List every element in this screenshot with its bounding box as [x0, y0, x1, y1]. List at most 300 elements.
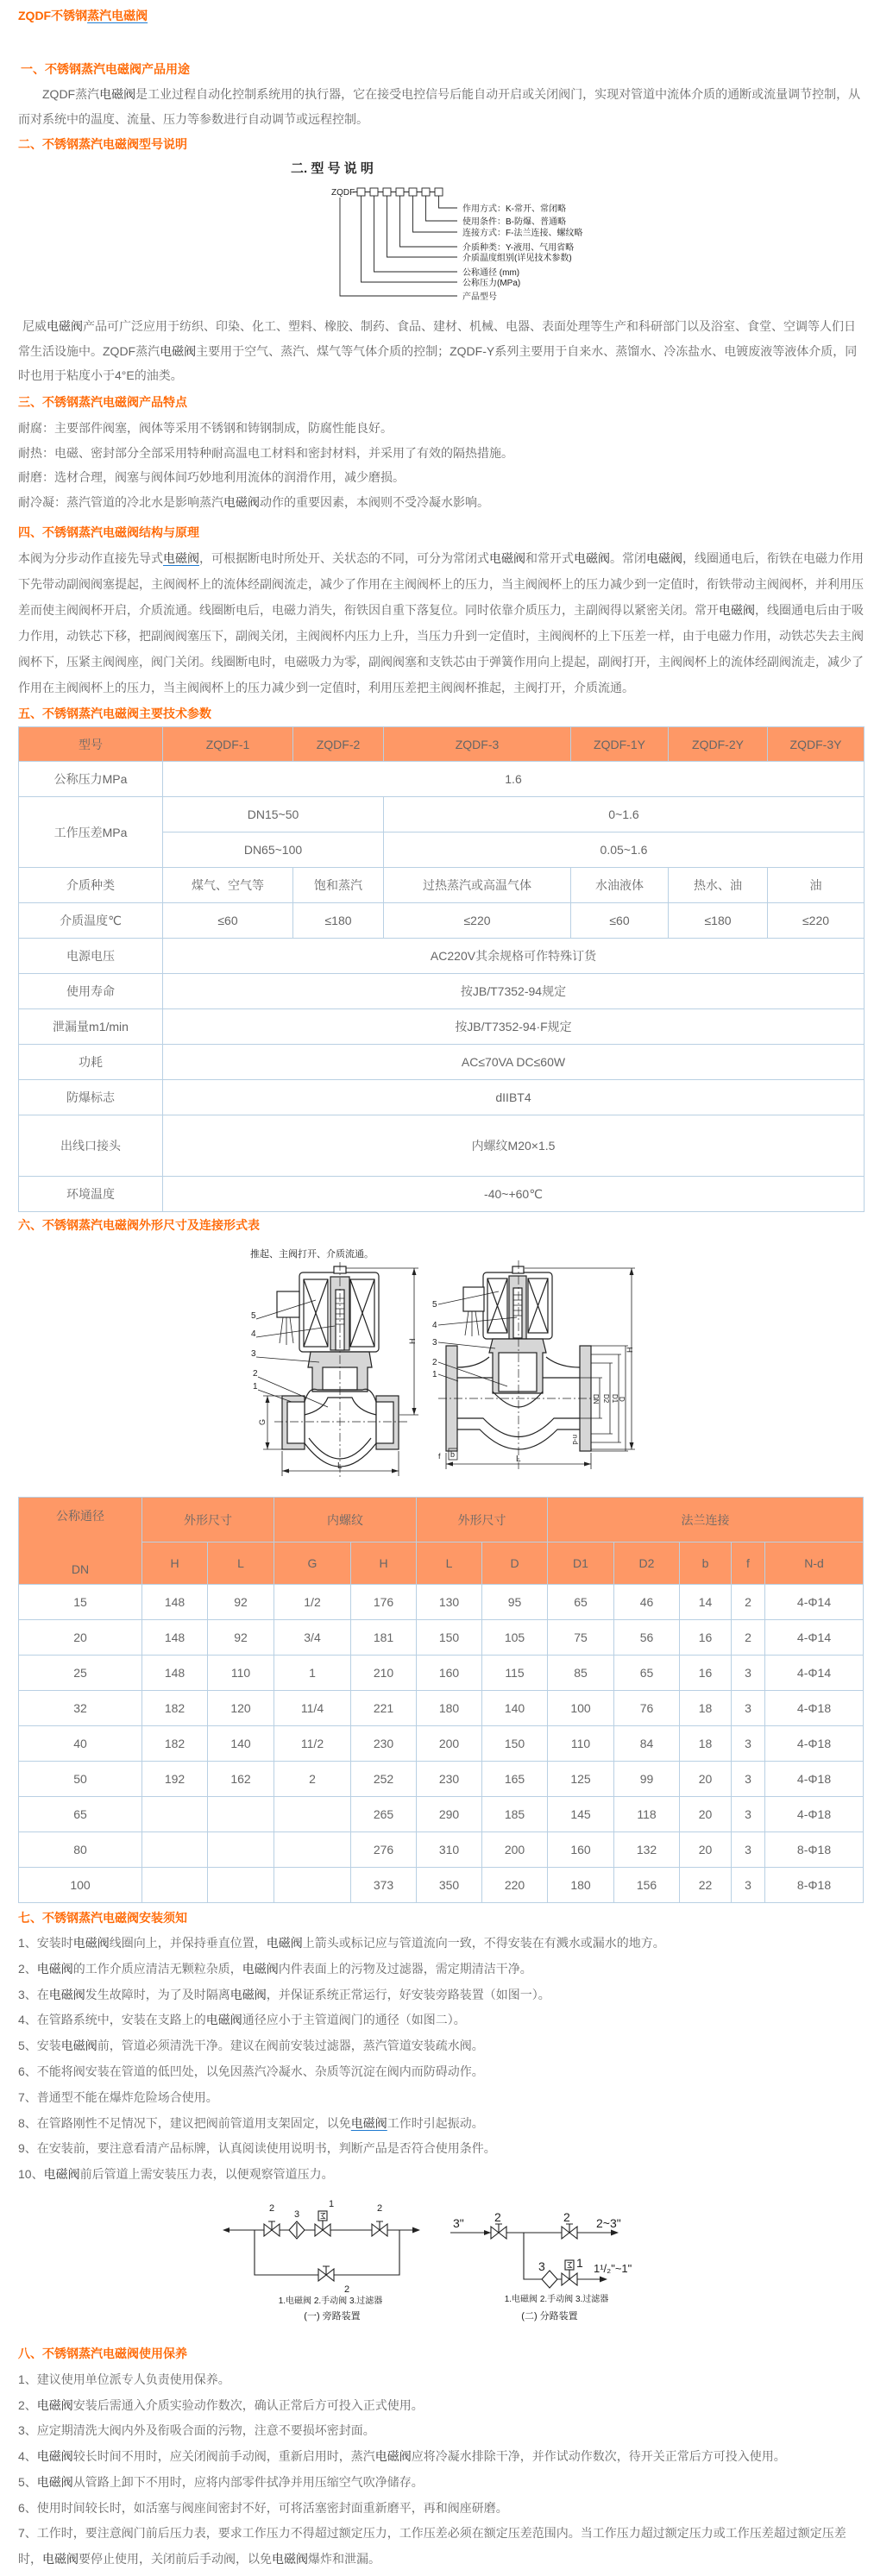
dim-cell-d: 220 [482, 1868, 548, 1903]
branch-label-valve-in: 2 [494, 2210, 501, 2224]
dim-cell-l2: 310 [417, 1832, 482, 1868]
dim-cell-dn: 40 [19, 1726, 142, 1762]
dim-cell-h: 148 [142, 1656, 208, 1691]
dim-cell-g: 1 [274, 1656, 351, 1691]
spec-header-zqdf-3y: ZQDF-3Y [768, 727, 865, 762]
dim-label-f: f [438, 1452, 441, 1461]
dim-cell-b: 16 [680, 1656, 732, 1691]
dim-cell-g: 11/4 [274, 1691, 351, 1726]
branch-label-valve-main: 2 [563, 2210, 570, 2224]
spec-label: 泄漏量m1/min [19, 1009, 163, 1045]
dim-cell-d1: 125 [548, 1762, 614, 1797]
keyword-link[interactable]: 电磁阀 [99, 87, 136, 101]
model-code-leader-lines [340, 196, 457, 296]
dim-cell-g [274, 1832, 351, 1868]
spec-value: ≤220 [384, 903, 571, 939]
branch-label-solenoid: 1 [576, 2256, 583, 2270]
dim-cell-l2: 200 [417, 1726, 482, 1762]
dim-cell-h [142, 1868, 208, 1903]
dim-col-b: b [680, 1542, 732, 1585]
list-item: 2、电磁阀安装后需通入介质实验动作数次，确认正常后方可投入正式使用。 [18, 2397, 424, 2412]
dim-cell-d1: 110 [548, 1726, 614, 1762]
dim-label-l-left: L [337, 1461, 343, 1471]
section-heading-model: 二、不锈钢蒸汽电磁阀型号说明 [18, 137, 187, 151]
dim-cell-b: 18 [680, 1691, 732, 1726]
dim-cell-g [274, 1868, 351, 1903]
dim-cell-d1: 160 [548, 1832, 614, 1868]
dim-cell-b: 20 [680, 1797, 732, 1832]
dim-cell-l2: 160 [417, 1656, 482, 1691]
spec-value: DN65~100 [163, 832, 384, 868]
list-item: 7、工作时，要注意阀门前后压力表，要求工作压力不得超过额定压力，工作压差必须在额定压差范围内。当工作压力超过额定压力或工作压差超过额定压差时，电磁阀要停止使用，关闭前后手动阀，以免电磁阀爆炸和泄漏。 [18, 2526, 846, 2566]
principle-paragraph [18, 545, 864, 701]
dim-header-nominal-diameter [19, 1498, 142, 1585]
dim-cell-l [208, 1832, 274, 1868]
spec-row-cable-outlet [19, 1115, 865, 1177]
dim-cell-d1: 100 [548, 1691, 614, 1726]
model-paragraph: 尼威电磁阀产品可广泛应用于纺织、印染、化工、塑料、橡胶、制药、食品、建材、机械、电器、表面处理等生产和科研部门以及浴室、食堂、空调等人们日常生活设施中。ZQDF蒸汽电磁阀主要用于空气、蒸汽、煤气等气体介质的控制；ZQDF-Y系列主要用于自来水、蒸馏水、冷冻盐水、电镀废液等液体介质，同时也用于粘度小于4°E的油类。 [18, 319, 858, 382]
branch-legend: 1.电磁阀 2.手动阀 3.过滤器 [504, 2295, 609, 2304]
principle-text-before: 本阀为分步动作直接先导式 [18, 551, 163, 565]
list-item: 1、安装时电磁阀线圈向上，并保持垂直位置，电磁阀上箭头或标记应与管道流向一致，不得安装在有溅水或漏水的地方。 [18, 1936, 665, 1950]
list-item [18, 2111, 864, 2137]
part-number-3-left: 3 [251, 1349, 256, 1359]
dim-cell-f: 3 [732, 1691, 765, 1726]
spec-label: 防爆标志 [19, 1080, 163, 1115]
feature-corrosion: 耐腐：主要部件阀塞，阀体等采用不锈钢和铸钢制成，防腐性能良好。 [18, 421, 393, 435]
branch-main-manual-valve-icon [562, 2224, 577, 2239]
table-row [19, 1868, 864, 1903]
page-title [18, 3, 864, 28]
spec-value: ≤180 [293, 903, 384, 939]
keyword-link[interactable]: 电磁阀 [36, 2397, 73, 2412]
dim-cell-d: 140 [482, 1691, 548, 1726]
bypass-label-filter: 3 [294, 2209, 300, 2220]
part-number-2-right: 2 [432, 1358, 437, 1367]
threaded-valve-icon [274, 1262, 408, 1480]
model-code-slots [353, 188, 443, 196]
dim-cell-h2: 276 [351, 1832, 417, 1868]
spec-value: 按JB/T7352-94·F规定 [163, 1009, 865, 1045]
spec-value: 0.05~1.6 [384, 832, 865, 868]
dim-cell-dn: 50 [19, 1762, 142, 1797]
dim-cell-n-d: 4-Φ14 [765, 1620, 864, 1656]
spec-value: -40~+60℃ [163, 1177, 865, 1212]
dim-cell-l: 92 [208, 1620, 274, 1656]
dim-header-dn-label: 公称通径 [56, 1509, 104, 1523]
keyword-link[interactable]: 电磁阀 [47, 319, 83, 333]
dim-label-b: b [450, 1450, 456, 1459]
spec-value: ≤60 [163, 903, 293, 939]
keyword-link[interactable]: 电磁阀 [646, 551, 682, 565]
spec-value: ≤220 [768, 903, 865, 939]
spec-row-ambient-temp [19, 1177, 865, 1212]
spec-row-power-consumption [19, 1045, 865, 1080]
dim-col-l: L [208, 1542, 274, 1585]
spec-row-leakage [19, 1009, 865, 1045]
dim-header-group-outline: 外形尺寸 [142, 1498, 274, 1542]
dim-cell-l2: 180 [417, 1691, 482, 1726]
principle-text-after: ，可根据断电时所处开、关状态的不同，可分为常闭式电磁阀和常开式电磁阀。常闭电磁阀，线圈通电后，衔铁在电磁力作用下先带动副阀阀塞提起，主阀阀杯上的流体经副阀流走，减少了作用在主阀阀杯上的压力，当主阀阀杯上的压力减少到一定值时，衔铁带动主阀阀杯，并利用压差而使主阀阀杯开启，介质流通。线圈断电后，电磁力消失，衔铁因自重下落复位。同时依靠介质压力，主副阀得以紧密关闭。常开电磁阀，线圈通电后由于吸力作用，动铁芯下移，把副阀阀塞压下，副阀关闭，主阀阀杯内压力上升，当压力升到一定值时，主阀阀杯的上下压差一样，由于电磁力作用，动铁芯失去主阀阀杯下，压紧主阀阀座，阀门关闭。线圈断电时，电磁吸力为零，副阀阀塞和支铁芯由于弹簧作用向上提起，副阀打开，主阀阀杯上的流体经副阀流走，减少了作用在主阀阀杯上的压力，当主阀阀杯上的压力减少到一定值时，利用压差把主阀阀杯推起，主阀打开，介质流通。 [18, 551, 864, 694]
spec-header-model: 型号 [19, 727, 163, 762]
keyword-link[interactable]: 电磁阀 [36, 2474, 73, 2489]
dim-cell-g [274, 1797, 351, 1832]
dim-header-group-flange: 法兰连接 [548, 1498, 864, 1542]
dim-cell-h2: 265 [351, 1797, 417, 1832]
dim-header-group-row [19, 1498, 864, 1542]
dim-cell-d: 150 [482, 1726, 548, 1762]
section-heading-specs: 五、不锈钢蒸汽电磁阀主要技术参数 [18, 707, 211, 720]
dim-cell-l: 140 [208, 1726, 274, 1762]
dim-cell-b: 20 [680, 1832, 732, 1868]
keyword-link[interactable]: 电磁阀 [160, 343, 197, 358]
dim-cell-d: 200 [482, 1832, 548, 1868]
spec-label: 介质种类 [19, 868, 163, 903]
dim-col-d2: D2 [614, 1542, 680, 1585]
section-heading-maintenance: 八、不锈钢蒸汽电磁阀使用保养 [18, 2347, 187, 2360]
page-title-prefix: ZQDF不锈钢 [18, 9, 88, 22]
model-field-product: 产品型号 [462, 292, 497, 302]
spec-value: 内螺纹M20×1.5 [163, 1115, 865, 1177]
spec-header-zqdf-2: ZQDF-2 [293, 727, 384, 762]
spec-label: 功耗 [19, 1045, 163, 1080]
dim-cell-f: 2 [732, 1620, 765, 1656]
dim-cell-l [208, 1868, 274, 1903]
dim-cell-b: 20 [680, 1762, 732, 1797]
list-item: 3、在电磁阀发生故障时，为了及时隔离电磁阀，并保证系统正常运行，好安装旁路装置（如图一）。 [18, 1987, 550, 2001]
branch-label-filter: 3 [538, 2259, 545, 2273]
keyword-link[interactable]: 电磁阀 [72, 1936, 110, 1950]
dim-cell-g: 1/2 [274, 1585, 351, 1620]
spec-label: 出线口接头 [19, 1115, 163, 1177]
dim-cell-h2: 176 [351, 1585, 417, 1620]
spec-value: 饱和蒸汽 [293, 868, 384, 903]
spec-value: dIIBT4 [163, 1080, 865, 1115]
dim-cell-h2: 373 [351, 1868, 417, 1903]
part-number-2-left: 2 [253, 1369, 258, 1379]
keyword-link[interactable]: 电磁阀 [36, 1961, 73, 1976]
principle-keyword-link[interactable]: 电磁阀 [163, 551, 199, 565]
dimension-table-body [19, 1585, 864, 1903]
dim-label-d2: D2 [602, 1394, 610, 1404]
spec-header-zqdf-2y: ZQDF-2Y [669, 727, 768, 762]
section-heading-principle: 四、不锈钢蒸汽电磁阀结构与原理 [18, 525, 199, 539]
spec-value: 热水、油 [669, 868, 768, 903]
spec-label: 环境温度 [19, 1177, 163, 1212]
keyword-link[interactable]: 电磁阀 [42, 2551, 79, 2566]
bypass-inlet-manual-valve-icon [264, 2221, 280, 2236]
section-heading-install: 七、不锈钢蒸汽电磁阀安装须知 [18, 1911, 187, 1925]
dim-label-h-right: H [626, 1347, 634, 1353]
spec-table [18, 726, 865, 1212]
dim-cell-h [142, 1832, 208, 1868]
spec-label: 工作压差MPa [19, 797, 163, 868]
dim-col-h2: H [351, 1542, 417, 1585]
dim-cell-d: 185 [482, 1797, 548, 1832]
dim-cell-f: 3 [732, 1762, 765, 1797]
spec-label: 电源电压 [19, 939, 163, 974]
spec-value: 过热蒸汽或高温气体 [384, 868, 571, 903]
spec-header-row [19, 727, 865, 762]
dim-cell-d1: 180 [548, 1868, 614, 1903]
dim-cell-l: 92 [208, 1585, 274, 1620]
dim-cell-dn: 32 [19, 1691, 142, 1726]
list-item: 7、普通型不能在爆炸危险场合使用。 [18, 2089, 218, 2104]
bypass-label-solenoid: 1 [329, 2199, 335, 2209]
dim-cell-dn: 20 [19, 1620, 142, 1656]
keyword-link[interactable]: 电磁阀 [272, 2551, 308, 2566]
spec-value: AC≤70VA DC≤60W [163, 1045, 865, 1080]
feature-wear: 耐磨：选材合理，阀塞与阀体间巧妙地利用流体的润滑作用，减少磨损。 [18, 470, 405, 484]
spec-label: 使用寿命 [19, 974, 163, 1009]
list-item: 5、安装电磁阀前，管道必须清洗干净。建议在阀前安装过滤器，蒸汽管道安装疏水阀。 [18, 2039, 484, 2053]
keyword-link[interactable]: 电磁阀 [266, 1936, 303, 1950]
list-item-text: 工作时引起振动。 [387, 2115, 484, 2130]
list-item: 4、在管路系统中，安装在支路上的电磁阀通径应小于主管道阀门的通径（如图二）。 [18, 2013, 466, 2027]
keyword-link[interactable]: 电磁阀 [43, 2167, 80, 2182]
dim-cell-d: 105 [482, 1620, 548, 1656]
bypass-solenoid-valve-icon [315, 2211, 330, 2236]
bypass-filter-icon [289, 2221, 305, 2239]
model-field-diameter: 公称通径 (mm) [462, 268, 520, 278]
spec-row-explosion-proof [19, 1080, 865, 1115]
bypass-label-valve-out: 2 [377, 2203, 383, 2214]
dim-cell-d2: 84 [614, 1726, 680, 1762]
list-item: 4、电磁阀较长时间不用时，应关闭阀前手动阀，重新启用时，蒸汽电磁阀应将冷凝水排除干净，并作试动作数次，待开关正常后方可投入使用。 [18, 2449, 786, 2464]
branch-main-outlet-size: 2~3" [596, 2216, 621, 2230]
spec-label: 介质温度℃ [19, 903, 163, 939]
keyword-link[interactable]: 电磁阀 [230, 1987, 267, 2001]
dim-cell-f: 3 [732, 1726, 765, 1762]
model-field-medium: 介质种类：Y-液用、气用省略 [462, 243, 575, 253]
dim-col-l2: L [417, 1542, 482, 1585]
dim-cell-b: 14 [680, 1585, 732, 1620]
dim-cell-dn: 65 [19, 1797, 142, 1832]
dim-cell-f: 2 [732, 1585, 765, 1620]
list-item: 9、在安装前，要注意看清产品标牌，认真阅读使用说明书，判断产品是否符合使用条件。 [18, 2141, 496, 2156]
table-row [19, 1691, 864, 1726]
keyword-link[interactable]: 电磁阀 [48, 1987, 85, 2001]
keyword-link[interactable]: 电磁阀 [60, 2039, 97, 2053]
keyword-link[interactable]: 电磁阀 [36, 2449, 73, 2464]
dim-header-column-row [19, 1542, 864, 1585]
keyword-link[interactable]: 电磁阀 [574, 551, 610, 565]
table-row [19, 1762, 864, 1797]
spec-row-power-voltage [19, 939, 865, 974]
feature-heat: 耐热：电磁、密封部分全部采用特种耐高温电工材料和密封材料，并采用了有效的隔热措施。 [18, 445, 513, 460]
list-item: 6、使用时间较长时，如活塞与阀座间密封不好，可将活塞密封面重新磨平，再和阀座研磨。 [18, 2500, 508, 2515]
dim-label-n-d: n-d [571, 1435, 579, 1445]
dim-cell-d1: 145 [548, 1797, 614, 1832]
table-row [19, 1585, 864, 1620]
dim-col-f: f [732, 1542, 765, 1585]
keyword-link[interactable]: 电磁阀 [242, 1961, 279, 1976]
dim-col-g: G [274, 1542, 351, 1585]
maintenance-list [18, 2367, 864, 2573]
dim-cell-d: 115 [482, 1656, 548, 1691]
part-number-4-right: 4 [432, 1321, 437, 1330]
usage-paragraph: ZQDF蒸汽电磁阀是工业过程自动化控制系统用的执行器，它在接受电控信号后能自动开启或关闭阀门，实现对管道中流体介质的通断或流量调节控制，从而对系统中的温度、流量、压力等参数进行自动调节或远程控制。 [18, 87, 861, 126]
dim-col-d: D [482, 1542, 548, 1585]
dim-col-n-d: N-d [765, 1542, 864, 1585]
table-row [19, 1656, 864, 1691]
dim-col-h: H [142, 1542, 208, 1585]
section-heading-usage: 一、不锈钢蒸汽电磁阀产品用途 [21, 62, 190, 76]
branch-inlet-size: 3" [453, 2216, 464, 2230]
table-row [19, 1832, 864, 1868]
dim-cell-dn: 25 [19, 1656, 142, 1691]
section-heading-features: 三、不锈钢蒸汽电磁阀产品特点 [18, 395, 187, 409]
dim-cell-g: 11/2 [274, 1726, 351, 1762]
dim-label-l-right: L [516, 1454, 521, 1464]
page-title-link[interactable]: 蒸汽电磁阀 [87, 9, 148, 22]
dim-cell-l: 162 [208, 1762, 274, 1797]
bypass-legend: 1.电磁阀 2.手动阀 3.过滤器 [278, 2296, 383, 2306]
list-item: 3、应定期清洗大阀内外及衔吸合面的污物，注意不要损坏密封面。 [18, 2423, 375, 2438]
spec-value: 油 [768, 868, 865, 903]
dim-cell-d2: 99 [614, 1762, 680, 1797]
dim-header-group-thread: 内螺纹 [274, 1498, 417, 1542]
dim-cell-d1: 65 [548, 1585, 614, 1620]
dim-cell-dn: 15 [19, 1585, 142, 1620]
dimension-table [18, 1497, 864, 1903]
dim-cell-h2: 210 [351, 1656, 417, 1691]
model-field-pressure: 公称压力(MPa) [462, 279, 521, 288]
dim-cell-g: 3/4 [274, 1620, 351, 1656]
dim-cell-h2: 230 [351, 1726, 417, 1762]
model-diagram-title: 二. 型 号 说 明 [291, 161, 374, 176]
dim-cell-l2: 230 [417, 1762, 482, 1797]
dim-cell-d: 165 [482, 1762, 548, 1797]
model-field-temperature: 介质温度组别(详见技术参数) [462, 254, 572, 263]
branch-caption: (二) 分路装置 [521, 2311, 578, 2322]
part-number-1-right: 1 [432, 1370, 437, 1379]
model-code-pr efix: ZQDF [331, 188, 355, 198]
feature-condensation: 耐冷凝：蒸汽管道的冷北水是影响蒸汽电磁阀动作的重要因素，本阀则不受冷凝水影响。 [18, 494, 489, 509]
dim-cell-l2: 350 [417, 1868, 482, 1903]
dim-cell-h: 148 [142, 1585, 208, 1620]
dim-cell-f: 3 [732, 1656, 765, 1691]
spec-header-zqdf-1y: ZQDF-1Y [571, 727, 669, 762]
dim-cell-d1: 75 [548, 1620, 614, 1656]
spec-row-nominal-pressure [19, 762, 865, 797]
bypass-outlet-manual-valve-icon [372, 2221, 387, 2236]
dim-cell-d2: 132 [614, 1832, 680, 1868]
spec-row-medium-temp [19, 903, 865, 939]
model-field-action: 作用方式：K-常开、常闭略 [462, 204, 566, 214]
dim-label-g: G [258, 1418, 267, 1425]
table-row [19, 1797, 864, 1832]
spec-label: 公称压力MPa [19, 762, 163, 797]
bypass-line-manual-valve-icon [318, 2266, 334, 2281]
dim-header-group-outline-2: 外形尺寸 [417, 1498, 548, 1542]
model-field-connection: 连接方式：F-法兰连接、螺纹略 [462, 229, 583, 238]
section-heading-dimensions: 六、不锈钢蒸汽电磁阀外形尺寸及连接形式表 [18, 1218, 260, 1232]
spec-value: DN15~50 [163, 797, 384, 832]
spec-row-service-life [19, 974, 865, 1009]
list-item: 2、电磁阀的工作介质应清洁无颗粒杂质，电磁阀内件表面上的污物及过滤器，需定期清洁干净。 [18, 1961, 532, 1976]
spec-row-working-pressure [19, 797, 865, 832]
dim-header-dn-unit: DN [71, 1562, 90, 1576]
dim-cell-h: 192 [142, 1762, 208, 1797]
spec-value: ≤180 [669, 903, 768, 939]
dim-cell-f: 3 [732, 1868, 765, 1903]
dim-cell-l2: 130 [417, 1585, 482, 1620]
valve-drawing-caption: 推起、主阀打开、介质流通。 [250, 1249, 374, 1260]
dim-cell-d2: 156 [614, 1868, 680, 1903]
table-row [19, 1726, 864, 1762]
spec-header-zqdf-1: ZQDF-1 [163, 727, 293, 762]
dim-cell-b: 16 [680, 1620, 732, 1656]
dim-cell-d: 95 [482, 1585, 548, 1620]
dim-cell-l: 110 [208, 1656, 274, 1691]
dim-cell-dn: 100 [19, 1868, 142, 1903]
dim-cell-b: 22 [680, 1868, 732, 1903]
bypass-label-valve-in: 2 [269, 2203, 275, 2214]
spec-value: ≤60 [571, 903, 669, 939]
dim-cell-h: 182 [142, 1726, 208, 1762]
keyword-link[interactable]: 电磁阀 [205, 2013, 242, 2027]
list-item-text: 8、在管路刚性不足情况下，建议把阀前管道用支架固定，以免 [18, 2115, 351, 2130]
table-row [19, 1620, 864, 1656]
dim-cell-h2: 252 [351, 1762, 417, 1797]
part-number-5-left: 5 [251, 1311, 256, 1321]
dim-cell-h: 148 [142, 1620, 208, 1656]
dim-cell-d1: 85 [548, 1656, 614, 1691]
spec-value: 1.6 [163, 762, 865, 797]
dim-label-dn: DN [592, 1394, 600, 1404]
dim-cell-f: 3 [732, 1797, 765, 1832]
spec-value: 煤气、空气等 [163, 868, 293, 903]
dim-cell-h2: 181 [351, 1620, 417, 1656]
list-item: 6、不能将阀安装在管道的低凹处，以免因蒸汽冷凝水、杂质等沉淀在阀内而防碍动作。 [18, 2064, 484, 2078]
model-code-diagram [285, 158, 595, 306]
branch-piping-lines [450, 2233, 613, 2279]
keyword-link[interactable]: 电磁阀 [374, 2449, 412, 2464]
dim-cell-n-d: 4-Φ18 [765, 1691, 864, 1726]
bypass-piping-lines [226, 2230, 417, 2275]
part-number-4-left: 4 [251, 1329, 256, 1339]
bypass-caption: (一) 旁路装置 [304, 2311, 361, 2322]
spec-value: 按JB/T7352-94规定 [163, 974, 865, 1009]
branch-solenoid-valve-icon [562, 2260, 577, 2285]
part-number-3-right: 3 [432, 1338, 437, 1348]
dim-col-d1: D1 [548, 1542, 614, 1585]
dim-cell-l2: 150 [417, 1620, 482, 1656]
spec-header-zqdf-3: ZQDF-3 [384, 727, 571, 762]
dim-cell-n-d: 4-Φ14 [765, 1656, 864, 1691]
branch-outlet-size: 1¹/₂"~1" [594, 2262, 632, 2275]
dim-cell-n-d: 4-Φ14 [765, 1585, 864, 1620]
keyword-link[interactable]: 电磁阀 [719, 603, 755, 617]
list-item: 10、电磁阀前后管道上需安装压力表，以便观察管道压力。 [18, 2167, 334, 2182]
dim-cell-b: 18 [680, 1726, 732, 1762]
dim-cell-n-d: 4-Φ18 [765, 1797, 864, 1832]
keyword-link[interactable]: 电磁阀 [489, 551, 525, 565]
dim-cell-d2: 118 [614, 1797, 680, 1832]
dim-cell-dn: 80 [19, 1832, 142, 1868]
dim-cell-h2: 221 [351, 1691, 417, 1726]
dim-cell-l [208, 1797, 274, 1832]
branch-filter-icon [542, 2271, 557, 2288]
dim-cell-g: 2 [274, 1762, 351, 1797]
install-keyword-link[interactable]: 电磁阀 [350, 2115, 387, 2130]
model-field-condition: 使用条件：B-防爆、普通略 [462, 217, 566, 227]
keyword-link[interactable]: 电磁阀 [223, 494, 260, 509]
dim-cell-l: 120 [208, 1691, 274, 1726]
dim-label-d: D [618, 1397, 626, 1402]
part-number-5-right: 5 [432, 1300, 437, 1310]
